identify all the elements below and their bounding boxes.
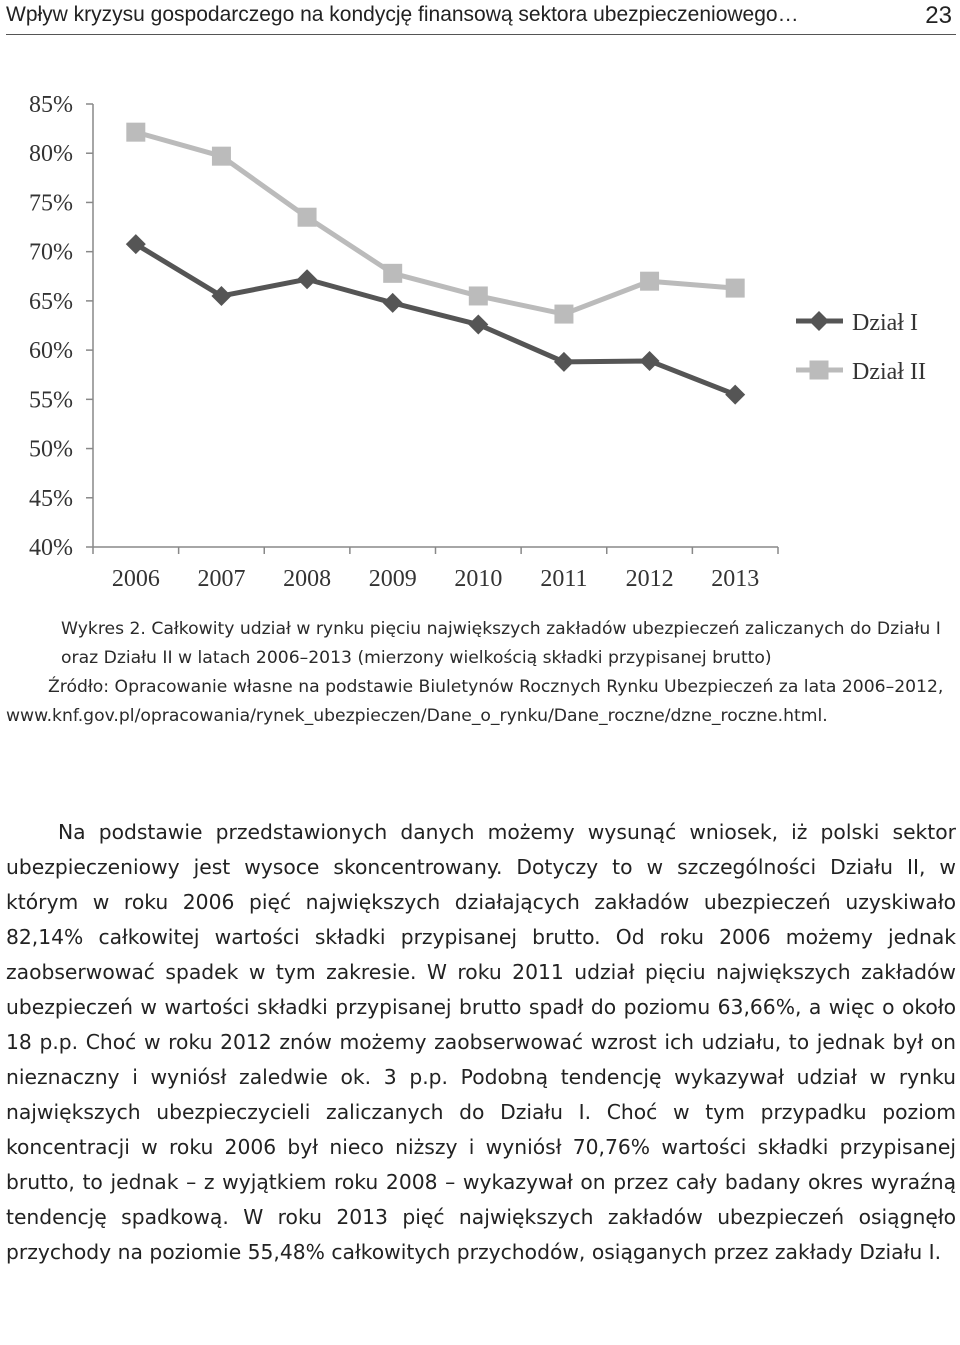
figure-caption-text: Wykres 2. Całkowity udział w rynku pięciu największych zakładów ubezpieczeń zaliczanych do Działu I oraz Działu II w latach 2006–2013 (mierzony wielkością składki przypisanej brutto) xyxy=(61,619,941,668)
data-point-dzial-ii xyxy=(726,279,745,298)
x-tick-label: 2006 xyxy=(111,566,160,592)
y-tick-label: 60% xyxy=(29,338,73,365)
y-tick-label: 75% xyxy=(29,190,73,217)
data-point-dzial-i xyxy=(468,315,488,335)
data-point-dzial-i xyxy=(725,385,745,405)
line-chart xyxy=(0,80,960,600)
series-line-dzial-i xyxy=(136,244,735,394)
legend-marker-dzial-ii xyxy=(810,361,829,380)
y-tick-label: 45% xyxy=(29,485,73,512)
data-point-dzial-ii xyxy=(212,147,231,166)
body-paragraph: Na podstawie przedstawionych danych możemy wysunąć wniosek, iż polski sektor ubezpieczeniowy jest wysoce skoncentrowany. Dotyczy to w szczególności Działu II, w którym w roku 2006 pięć największych działających zakładów ubezpieczeń uzyskiwało 82,14% całkowitej wartości składki przypisanej brutto. Od roku 2006 możemy jednak zaobserwować spadek w tym zakresie. W roku 2011 udział pięciu największych zakładów ubezpieczeń w wartości składki przypisanej brutto spadł do poziomu 63,66%, a więc o około 18 p.p. Choć w roku 2012 znów możemy zaobserwować wzrost ich udziału, to jednak był on nieznaczny i wyniósł zaledwie ok. 3 p.p. Podobną tendencję wykazywał udział w rynku największych ubezpieczycieli zaliczanych do Działu I. Choć w tym przypadku poziom koncentracji w roku 2006 był nieco niższy i wyniósł 70,76% wartości składki przypisanej brutto, to jednak – z wyjątkiem roku 2008 – wykazywał on przez cały badany okres wyraźną tendencję spadkową. W roku 2013 pięć największych zakładów ubezpieczeń osiągnęło przychody na poziomie 55,48% całkowitych przychodów, osiąganych przez zakłady Działu I. xyxy=(6,820,956,1264)
legend-label-dzial-ii: Dział II xyxy=(852,359,926,385)
x-tick-label: 2009 xyxy=(368,566,417,592)
data-point-dzial-ii xyxy=(383,264,402,283)
page-number: 23 xyxy=(925,2,952,29)
data-point-dzial-ii xyxy=(469,286,488,305)
y-tick-label: 50% xyxy=(29,436,73,463)
figure-caption xyxy=(6,615,958,731)
data-point-dzial-i xyxy=(554,352,574,372)
x-tick-label: 2011 xyxy=(540,566,588,592)
x-tick-label: 2007 xyxy=(197,566,246,592)
data-point-dzial-ii xyxy=(126,123,145,142)
x-tick-label: 2012 xyxy=(625,566,674,592)
data-point-dzial-i xyxy=(383,293,403,313)
running-title: Wpływ kryzysu gospodarczego na kondycję finansową sektora ubezpieczeniowego… xyxy=(6,3,799,26)
y-tick-label: 70% xyxy=(29,239,73,266)
legend-marker-dzial-i xyxy=(809,311,829,331)
data-point-dzial-i xyxy=(297,269,317,289)
y-tick-label: 65% xyxy=(29,288,73,315)
x-tick-label: 2010 xyxy=(454,566,503,592)
data-point-dzial-i xyxy=(640,351,660,371)
x-tick-label: 2013 xyxy=(711,566,760,592)
page-header xyxy=(6,0,956,35)
legend-label-dzial-i: Dział I xyxy=(852,310,918,336)
y-tick-label: 85% xyxy=(29,92,73,118)
figure-source: Źródło: Opracowanie własne na podstawie Biuletynów Rocznych Rynku Ubezpieczeń za lata 2006–2012, www.knf.gov.pl/opracowania/rynek_ubezpieczen/Dane_o_rynku/Dane_roczne/dzne_roczne.html. xyxy=(6,677,944,726)
data-point-dzial-ii xyxy=(298,208,317,227)
y-tick-label: 55% xyxy=(29,387,73,414)
y-tick-label: 80% xyxy=(29,141,73,168)
data-point-dzial-ii xyxy=(640,272,659,291)
y-tick-label: 40% xyxy=(29,535,73,561)
x-tick-label: 2008 xyxy=(283,566,332,592)
data-point-dzial-ii xyxy=(554,305,573,324)
